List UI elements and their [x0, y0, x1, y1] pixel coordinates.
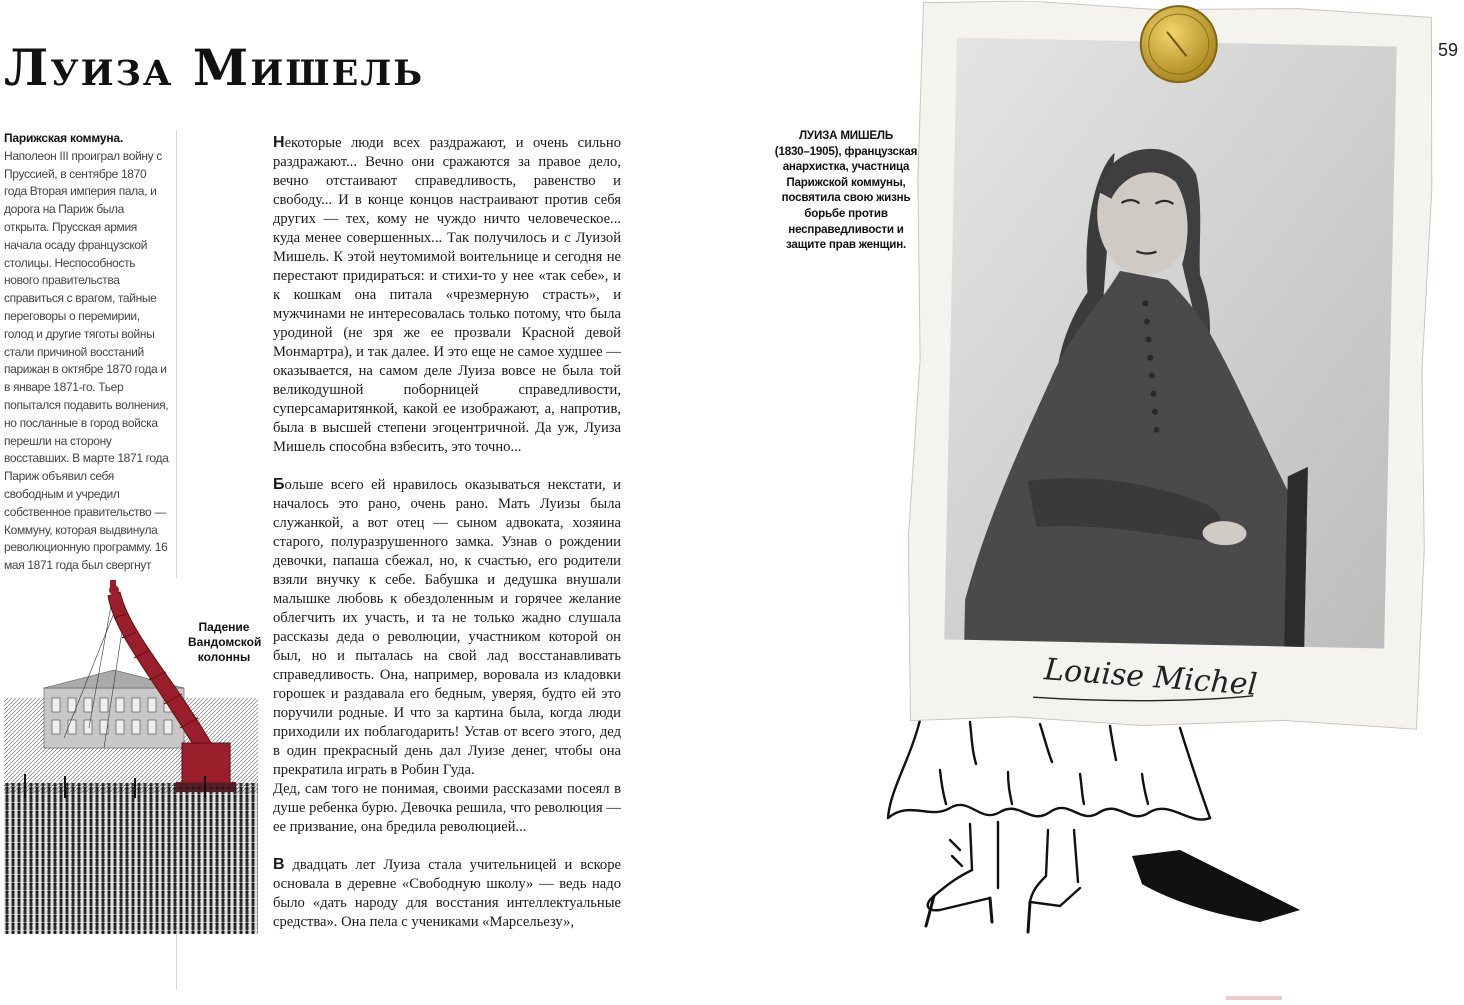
- paragraph: [273, 780, 621, 837]
- portrait-signature: Louise Michel: [1043, 652, 1259, 703]
- main-text: [273, 133, 621, 950]
- paragraph-text: екоторые люди всех раздражают, и очень сильно раздражают... Вечно они сражаются за правое дело, вечно отстаивают справедливость, равенство и свободу... И в конце концов настраивают против себя других — тех, кому не чуждо ничто человеческое... куда менее совершенных... Так получилось и с Луизой Мишель. К этой неутомимой воительнице и сегодня не перестают придираться: и стихи-то у нее «так себе», и к кошкам она питала «чрезмерную страсть», и мужчинами не интересовалась только потому, что была уродиной (не зря же ее прозвали Красной девой Монмартра), и так далее. И это еще не самое худшее — оказывается, на самом деле Луиза вовсе не была той великодушной поборницей справедливости, суперсамаритянкой, какой ее изображают, а, напротив, была в высшей степени эгоцентричной. Да уж, Луиза Мишель способна взбесить, это точно...: [273, 135, 621, 455]
- initial-letter: В: [273, 856, 285, 873]
- sidebar-text: Наполеон III проиграл войну с Пруссией, в сентябре 1870 года Вторая империя пала, и дорога на Париж была открыта. Прусская армия начала осаду французской столицы. Неспособность нового правительства справиться с врагом, тайные переговоры о перемирии, голод и другие тяготы войны стали причиной восстаний парижан в октябре 1870 года и в январе 1871-го. Тьер попытался подавить волнения, но посланные в город войска перешли на сторону восставших. В марте 1871 года Париж объявил себя свободным и учредил собственное правительство — Коммуну, которая выдвинула революционную программу. 16 мая 1871 года был свергнут: [4, 148, 169, 573]
- paragraph-text: двадцать лет Луиза стала учительницей и вскоре основала в деревне «Свободную школу» — ведь надо было «дать народу для восстания интеллектуальные средства». Она пела с учениками «Марсельезу»,: [273, 857, 621, 930]
- portrait-caption-text: (1830–1905), французская анархистка, участница Парижской коммуны, посвятила свою жизнь борьбе против несправедливости и защите прав женщин.: [774, 144, 918, 252]
- paragraph-text: Дед, сам того не понимая, своими рассказами посеял в душе ребенка бурю. Девочка решила, что революция — ее призвание, она бредила революцией...: [273, 781, 621, 835]
- engraving-caption: Падение Вандомской колонны: [188, 620, 262, 664]
- paragraph: [273, 475, 621, 780]
- page-number: 59: [1437, 40, 1458, 60]
- portrait-photo-card: [902, 0, 1437, 735]
- thumbtack-icon: [1140, 5, 1218, 83]
- initial-letter: Н: [273, 134, 285, 151]
- initial-letter: Б: [273, 476, 285, 493]
- portrait-caption: [770, 128, 922, 253]
- page-marker: [1226, 996, 1282, 1000]
- legs-drawing: [880, 700, 1320, 960]
- portrait-caption-name: ЛУИЗА МИШЕЛЬ: [799, 129, 893, 142]
- paragraph: [273, 855, 621, 932]
- paragraph-text: ольше всего ей нравилось оказываться некстати, и началось это рано, очень рано. Мать Луизы была служанкой, а вот отец — сыном адвоката, хозяина старого, полуразрушенного замка. Узнав о рождении девочки, папаша сбежал, но, к счастью, его родители взяли внучку к себе. Бабушка и дедушка внушали малышке любовь к обездоленным и горячее желание облегчить их участь, и та не только жадно слушала рассказы деда о революции, участником которой он был, но и пыталась на свой лад восстанавливать справедливость. Она, например, воровала из кладовки горошек и раздавала его бедным, уверяя, будто ей это поручили родные. И что за картина была, когда люди приходили их поблагодарить! Устав от всего этого, дед в один прекрасный день дал Луизе денег, чтобы она прекратила играть в Робин Гуда.: [273, 477, 621, 778]
- paragraph: [273, 133, 621, 457]
- page-title: Луиза Мишель: [4, 38, 425, 97]
- sidebar-title: Парижская коммуна.: [4, 131, 123, 145]
